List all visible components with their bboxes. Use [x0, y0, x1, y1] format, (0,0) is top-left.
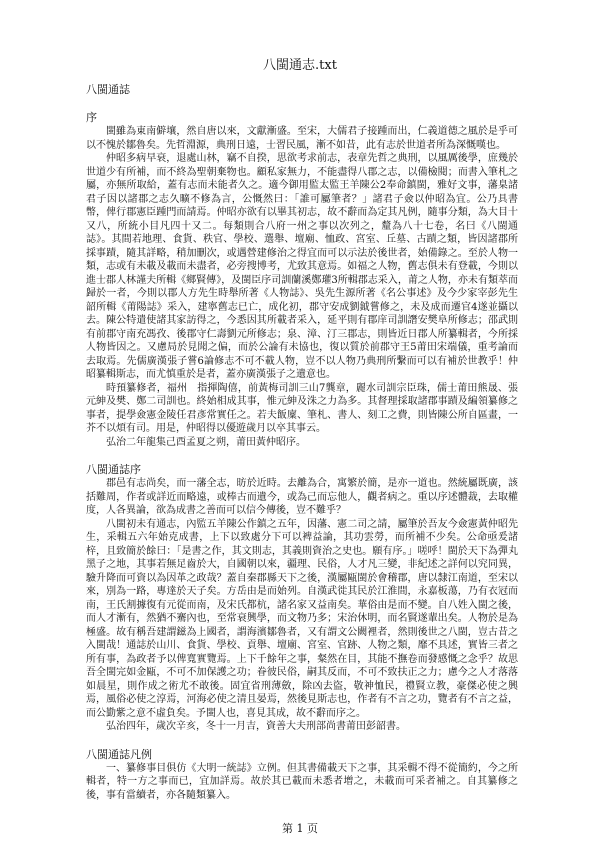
- document-body: [86, 82, 518, 802]
- page-number: 第 1 页: [282, 822, 318, 835]
- preface-paragraph: 閩雖為東南僻壤，然自唐以來，文獻漸盛。至宋，大儒君子接踵而出，仁義道德之風於是乎可以不愧於鄒魯矣。先哲淵源，典刑日遠，士習民風，漸不如昔，此有志於世道者所為深慨嘆也。: [86, 126, 518, 151]
- fanli-paragraph: 一、纂修事目俱仿《大明一統誌》立例。但其書備載天下之事，其采輯不得不從簡約，今之所輯者，特一方之事而已，宜加詳焉。故於其已載而未悉者增之，未載而可采者補之。自其纂修之後，事有當續者，亦各隨類纂入。: [86, 762, 518, 801]
- preface-signature: 弘治二年龍集己酉孟夏之朔，莆田黃仲昭序。: [106, 436, 306, 448]
- page-title: 八閩通志.txt: [263, 58, 337, 73]
- preface-paragraph: 仲昭多病早衰，退處山林，竊不自揆，思欲考求前志，表章先哲之典刑，以風厲後學，庶幾於世道少有所補，而不終為聖朝棄物也。顧私家無力，不能盡得八郡之志，以備檢閱；而書入筆札之屬，亦無所取給，蓋有志而未能者久之。適今御用監太監王羊陳公2奉命鎮閩，雅好文事，藩臬諸君子因以諸郡之志久曠不修為言，公慨然曰：「誰可屬筆者？」諸君子僉以仲昭為宜。公乃具書幣，俾行郡憲臣踵門而請焉。仲昭亦欲有以畢其初志，故不辭而為定其凡例，隨事分類，為大目十又八，所統小目凡四十又二。每類則合八府一州之事以次列之，釐為八十七卷，名曰《八閩通誌》。其間若地理、食貨、秩官、學校、選舉、壇廟、恤政、宮室、丘墓、古蹟之類，皆因諸郡所採事蹟，隨其詳略，稍加刪次，或遇營建修治之得宜而可以示法於後世者，始備錄之。至於人物一類，志或有未載及載而未盡者，必旁搜博考，尤致其意焉。如福之人物，舊志俱未有登載，今則以進士郡人林謹夫所輯《鄉賢傳》，及閩臣序司訓蘭溪鄭瓘3所輯郡志采入，莆之人物，亦未有類萃而歸於一者，今則以郡人方先生時舉所著《人物誌》、吳先生源所著《名公事述》及今少家宰彭先生韶所輯《莆陽誌》采入，建寧舊志已亡，成化初，郡守安成劉鉞嘗修之，未及成而遷官4遂並攝以去。陳公特遣使諸其家訪得之，今悉因其所載者采入，延平則有郡庠司訓譖安樊阜所修志；邵武則有前郡守南充馮孜、後郡守仁壽劉元所修志；泉、漳、汀三郡志，則皆近日郡人所纂輯者，今所採人物皆因之。又慮局於見聞之偏，而於公論有未協也，復以質於前郡守王5莆田宋端儀，重考論而去取焉。先儒廣漢張子嘗6論修志不可不載人物，豈不以人物乃典刑所繫而可以有補於世教乎！仲昭纂輯斯志，而尤慎重於是者，蓋亦廣漢張子之遺意也。: [86, 153, 518, 380]
- tongzhi-preface-heading: 八閩通誌序: [86, 463, 141, 476]
- preface-heading: 序: [86, 111, 97, 124]
- tongzhi-preface-paragraph: 八閩初未有通志，內監五羊陳公作鎮之五年，因藩、憲二司之請，屬筆於吾友今僉憲黃仲昭先生，采輯五六年始克成書，上下以致處分下可以裨益論，其功雲勞，而所補不少矣。公命亟爰諸梓，且致簡於餘曰：「是書之作，其文則志，其義則資治之史也。願有序。」嗟呼！閩於天下為彈丸黑子之地，其事若無足齒於大，自國朝以來，疆理、民俗，人才凡三變，非紀述之詳何以究同異，驗升降而可資以為因革之政哉？蓋自秦郡縣天下之後，漢屬甌閩於會稽郡，唐以隸江南道，至宋以來，別為一路，專達於天子矣。方岳由是而始列。自漢武徙其民於江淮間，永嘉板蕩，乃有衣冠而南，王氏割據復有元從而南，及宋氏都杭，諸名家又益南矣。華俗由是而不變。自八姓入閩之後，而人才漸有，然猶不騫內也，至常衰興學，而文物乃多；宋治休明，而名賢遂輩出矣。人物於是為極盛。故有稱吾建謂鎡為上國者，謂海濱鄒魯者，又有謂文公闕裡者，然則後世之八閩，豈古昔之入閩哉！通誌於山川、食貨、學校、貢舉、壇廟、宮室、官跡、人物之類，靡不具述，實皆三者之所有事，為政者予以俾寬實覽焉。上下千餘年之事，粲然在目，其能不撫卷而發感慨之念乎？故思吾全閩完如金甌，不可不加保護之功；眷彼民俗，嗣其反而，不可不致扶正之力；慮今之人才落落如晨星，則作成之術尤不敢後。固宜省刑薄斂，除凶去盜，敬神恤民，禮賢立教，豪傑必使之興焉，風俗必使之淳焉，河海必使之清且晏焉，然後見斯志也，作者有不言之功，覽者有不言之益，而公勤紫之意不虛負矣。予閩人也，喜見其成，故不辭而序之。: [86, 518, 518, 719]
- preface-paragraph: 時預纂修者，福州 指揮陶僖，前黃梅司訓三山7龔章，麗水司訓宗臣珠，儒士莆田熊晟、張元紳及樊、鄭二司訓也。終始相成其事，惟元紳及洙之力為多。其督理採取諸郡事蹟及編領纂修之事者，提學僉憲金陵任君彥常實任之。若夫飯廩、筆札、書人、刻工之費，則皆陳公所自區畫，一芥不以煩有司。用是，仲昭得以優遊歲月以卒其事云。: [86, 382, 518, 434]
- document-heading: 八閩通誌: [86, 83, 130, 96]
- tongzhi-preface-signature: 弘治四年，歲次辛亥，冬十一月吉，資善大夫刑部尚書莆田彭韶書。: [106, 721, 406, 732]
- tongzhi-preface-paragraph: 郡邑有志尚矣，而一藩全志，昉於近時。去離為合，寓繁於簡，是亦一道也。然統屬既廣，該括難周，作者或詳近而略遠，或棒古而遺今，或為己而忘他人，觀者病之。重以序述體裁，去取權度，人各異論，欲為成書之善而可以信今傳後，豈不難乎？: [86, 478, 518, 516]
- fanli-heading: 八閩通誌凡例: [86, 747, 152, 761]
